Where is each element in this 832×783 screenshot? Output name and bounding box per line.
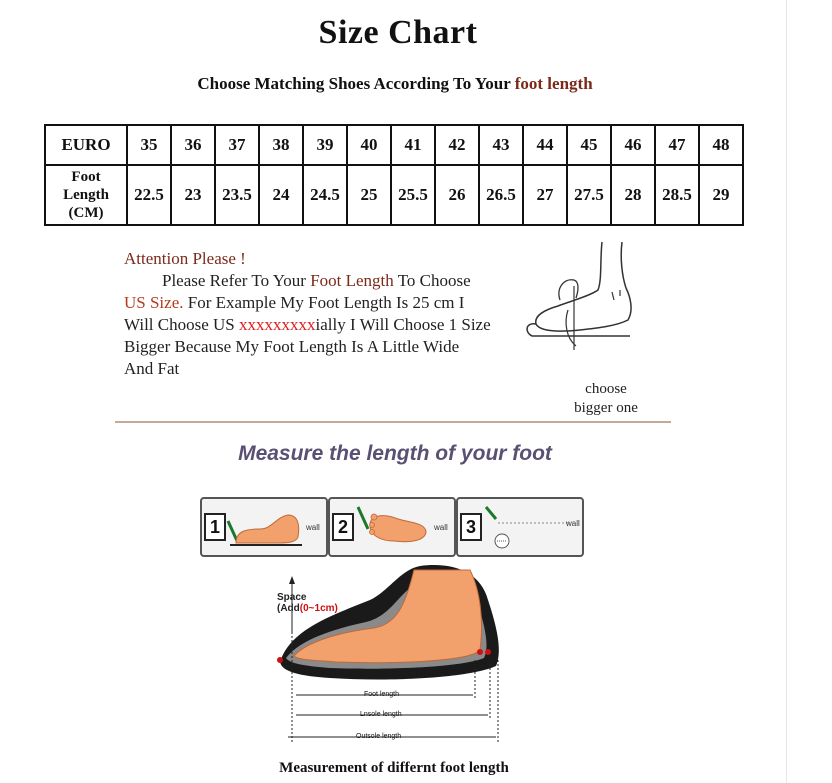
attention-line-3 bbox=[124, 314, 534, 336]
step-2-panel bbox=[328, 497, 456, 557]
euro-row bbox=[45, 125, 743, 165]
foot-length-row bbox=[45, 165, 743, 225]
attention-text: Will Choose US bbox=[124, 315, 235, 334]
attention-foot-length: Foot Length bbox=[310, 271, 394, 290]
euro-size-cell: 42 bbox=[435, 125, 479, 165]
foot-in-shoe-sketch-icon bbox=[520, 240, 640, 360]
step-2-wall-label: wall bbox=[434, 523, 448, 532]
foot-length-cell: 28 bbox=[611, 165, 655, 225]
foot-length-label-line1: Foot bbox=[71, 169, 101, 185]
subtitle-text: Choose Matching Shoes According To Your bbox=[197, 74, 511, 93]
attention-heading: Attention Please ! bbox=[124, 249, 246, 268]
choose-bigger-line2: bigger one bbox=[574, 400, 638, 416]
attention-text: ially I Will Choose 1 Size bbox=[315, 315, 491, 334]
foot-length-cell: 24.5 bbox=[303, 165, 347, 225]
space-label-range bbox=[277, 603, 338, 614]
heel-against-ruler-icon bbox=[226, 503, 306, 551]
foot-length-label-diagram: Foot length bbox=[364, 691, 400, 698]
step-1-panel bbox=[200, 497, 328, 557]
step-3-panel bbox=[456, 497, 584, 557]
space-label-title: Space bbox=[277, 592, 307, 603]
space-label bbox=[277, 592, 338, 614]
euro-size-cell: 45 bbox=[567, 125, 611, 165]
foot-top-view-icon bbox=[354, 503, 434, 551]
attention-line-5: And Fat bbox=[124, 359, 180, 378]
attention-text: For Example My Foot Length Is 25 cm I bbox=[187, 293, 465, 312]
euro-size-cell: 35 bbox=[127, 125, 171, 165]
foot-length-label-line3: (CM) bbox=[68, 205, 104, 221]
euro-size-cell: 48 bbox=[699, 125, 743, 165]
space-range-value: (0~1cm) bbox=[299, 603, 338, 614]
step-1-wall-label: wall bbox=[306, 523, 320, 532]
foot-length-cell: 26 bbox=[435, 165, 479, 225]
euro-size-cell: 37 bbox=[215, 125, 259, 165]
insole-length-label: Lnsole length bbox=[360, 711, 402, 718]
attention-text: Please Refer To Your bbox=[162, 271, 306, 290]
euro-size-cell: 46 bbox=[611, 125, 655, 165]
foot-length-label bbox=[45, 165, 127, 225]
foot-length-cell: 22.5 bbox=[127, 165, 171, 225]
choose-bigger-line1: choose bbox=[585, 381, 627, 397]
foot-length-cell: 23 bbox=[171, 165, 215, 225]
page-subtitle bbox=[0, 74, 790, 94]
outsole-length-label: Outsole length bbox=[356, 733, 402, 740]
subtitle-highlight: foot length bbox=[514, 74, 593, 93]
foot-length-cell: 28.5 bbox=[655, 165, 699, 225]
attention-note bbox=[124, 248, 534, 380]
foot-length-cell: 23.5 bbox=[215, 165, 259, 225]
section-divider bbox=[115, 421, 671, 423]
attention-line-1 bbox=[124, 270, 534, 292]
euro-label: EURO bbox=[45, 125, 127, 165]
foot-length-cell: 25 bbox=[347, 165, 391, 225]
euro-size-cell: 43 bbox=[479, 125, 523, 165]
diagram-caption: Measurement of differnt foot length bbox=[279, 760, 509, 776]
foot-length-cell: 29 bbox=[699, 165, 743, 225]
euro-size-cell: 39 bbox=[303, 125, 347, 165]
foot-length-cell: 26.5 bbox=[479, 165, 523, 225]
euro-size-cell: 38 bbox=[259, 125, 303, 165]
space-add-prefix: (Add bbox=[277, 603, 300, 614]
page-title: Size Chart bbox=[318, 14, 478, 51]
foot-length-label-line2: Length bbox=[63, 187, 109, 203]
step-3-wall-label: wall bbox=[566, 519, 580, 528]
euro-size-cell: 41 bbox=[391, 125, 435, 165]
shoe-measurement-icon bbox=[270, 560, 510, 750]
step-1-number: 1 bbox=[204, 513, 226, 541]
step-2-number: 2 bbox=[332, 513, 354, 541]
foot-length-cell: 24 bbox=[259, 165, 303, 225]
attention-redacted: xxxxxxxxx bbox=[239, 315, 316, 334]
choose-bigger-note bbox=[560, 380, 652, 418]
attention-us-size: US Size. bbox=[124, 293, 184, 312]
measure-mark-icon bbox=[482, 503, 572, 551]
size-table bbox=[44, 124, 744, 226]
page-edge-rule bbox=[786, 0, 787, 783]
foot-length-cell: 27 bbox=[523, 165, 567, 225]
attention-line-4: Bigger Because My Foot Length Is A Little Wide bbox=[124, 337, 460, 356]
foot-length-cell: 27.5 bbox=[567, 165, 611, 225]
euro-size-cell: 44 bbox=[523, 125, 567, 165]
attention-line-2 bbox=[124, 292, 534, 314]
measure-title: Measure the length of your foot bbox=[238, 442, 552, 465]
euro-size-cell: 36 bbox=[171, 125, 215, 165]
euro-size-cell: 47 bbox=[655, 125, 699, 165]
attention-text: To Choose bbox=[397, 271, 471, 290]
foot-length-cell: 25.5 bbox=[391, 165, 435, 225]
step-3-number: 3 bbox=[460, 513, 482, 541]
euro-size-cell: 40 bbox=[347, 125, 391, 165]
